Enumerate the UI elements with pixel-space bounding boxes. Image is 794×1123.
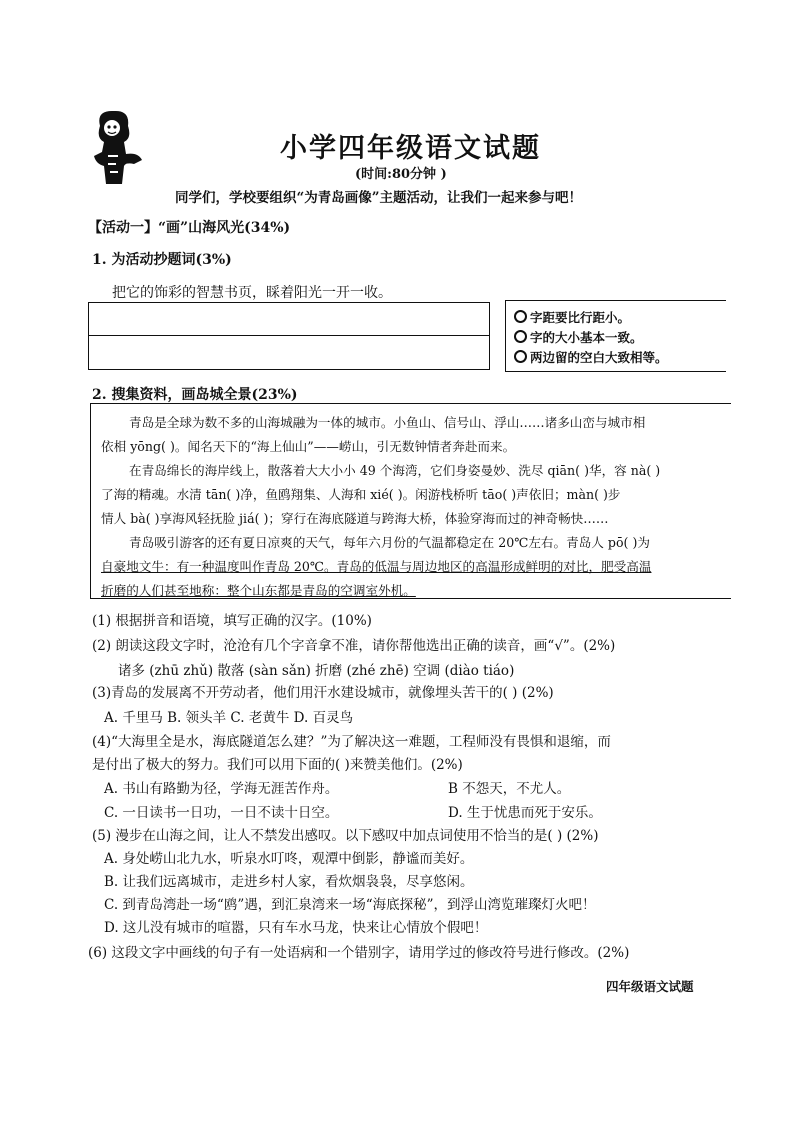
sub-question: (3)青岛的发展离不开劳动者，他们用汗水建设城市，就像埋头苦干的( ) (2%) xyxy=(92,685,554,701)
copy-writing-box[interactable] xyxy=(88,302,490,370)
option-b[interactable]: B. 让我们远离城市，走进乡村人家，看炊烟袅袅，尽享悠闲。 xyxy=(104,874,474,890)
underlined-sentence: 自豪地文牛：有一种温度叫作青岛 20℃。青岛的低温与周边地区的高温形成鲜明的对比，肥受高温 xyxy=(101,559,652,574)
option-b[interactable]: B 不怨天，不尤人。 xyxy=(448,781,571,797)
page-title: 小学四年级语文试题 xyxy=(280,133,541,164)
option-a[interactable]: A. 身处崂山北九水，听泉水叮咚，观潭中倒影，静谧而美好。 xyxy=(104,851,474,867)
activity-heading: 【活动一】“画”山海风光(34%) xyxy=(88,220,291,236)
passage-line: 了海的精魂。水清 tān( )净，鱼鸥翔集、人海和 xié( )。闲游栈桥听 tāo( )声依旧；màn( )步 xyxy=(101,487,621,502)
circle-bullet-icon xyxy=(514,330,527,343)
option-c[interactable]: C. 一日读书一日功，一日不读十日空。 xyxy=(104,805,339,821)
circle-bullet-icon xyxy=(514,350,527,363)
sub-question: (1) 根据拼音和语境，填写正确的汉字。(10%) xyxy=(92,613,372,629)
passage-line: 情人 bà( )享海风轻抚脸 jiá( )；穿行在海底隧道与跨海大桥，体验穿海而过的神奇畅快…… xyxy=(101,511,609,526)
greeting-text: 同学们，学校要组织“为青岛画像”主题活动，让我们一起来参与吧！ xyxy=(175,190,583,206)
requirement-item: 两边留的空白大致相等。 xyxy=(514,348,668,366)
exam-duration: (时间:80分钟 ) xyxy=(355,167,447,182)
writing-line xyxy=(89,335,489,336)
reading-passage xyxy=(90,403,731,599)
sub-question: 是付出了极大的努力。我们可以用下面的( )来赞美他们。(2%) xyxy=(92,757,463,773)
sub-question: (2) 朗读这段文字时，沧沧有几个字音拿不准，请你帮他选出正确的读音，画“√”。(2%) xyxy=(92,638,616,654)
pronunciation-options[interactable]: 诸多 (zhū zhǔ) 散落 (sàn sǎn) 折磨 (zhé zhē) 空调 (diào tiáo) xyxy=(118,663,515,679)
option-a[interactable]: A. 书山有路勤为径，学海无涯苦作舟。 xyxy=(104,781,339,797)
requirement-item: 字距要比行距小。 xyxy=(514,308,630,326)
circle-bullet-icon xyxy=(514,310,527,323)
cartoon-girl-logo xyxy=(86,108,146,186)
passage-line: 在青岛绵长的海岸线上，散落着大大小小 49 个海湾，它们身姿曼妙、洗尽 qiān( )华，容 nà( ) xyxy=(129,463,661,478)
requirements-box xyxy=(505,300,726,372)
sub-question: (4)“大海里全是水，海底隧道怎么建？”为了解决这一难题，工程师没有畏惧和退缩，而 xyxy=(92,734,611,750)
passage-line: 青岛吸引游客的还有夏日凉爽的天气，每年六月份的气温都稳定在 20℃左右。青岛人 pō( )为 xyxy=(129,535,650,550)
requirement-item: 字的大小基本一致。 xyxy=(514,328,643,346)
underlined-sentence: 折磨的人们甚至地称：整个山东都是青岛的空调室外机。 xyxy=(101,583,416,598)
option-d[interactable]: D. 生于忧患而死于安乐。 xyxy=(448,805,602,821)
question-heading: 2. 搜集资料，画岛城全景(23%) xyxy=(92,387,298,403)
option-c[interactable]: C. 到青岛湾赴一场“鸥”遇，到汇泉湾来一场“海底探秘”，到浮山湾览璀璨灯火吧！ xyxy=(104,897,596,913)
passage-line: 依相 yōng( )。闻名天下的“海上仙山”——崂山，引无数钟情者奔赴而来。 xyxy=(101,439,516,454)
page-footer: 四年级语文试题 xyxy=(606,979,694,994)
passage-line: 青岛是全球为数不多的山海城融为一体的城市。小鱼山、信号山、浮山……诸多山峦与城市相 xyxy=(129,415,646,430)
copy-sample-text: 把它的饰彩的智慧书页，睬着阳光一开一收。 xyxy=(112,285,392,301)
sub-question: (5) 漫步在山海之间，让人不禁发出感叹。以下感叹中加点词使用不恰当的是( ) (2%) xyxy=(92,828,599,844)
option-d[interactable]: D. 这儿没有城市的喧嚣，只有车水马龙，快来让心情放个假吧！ xyxy=(104,920,488,936)
question-heading: 1. 为活动抄题词(3%) xyxy=(92,252,232,268)
sub-question: (6) 这段文字中画线的句子有一处语病和一个错别字，请用学过的修改符号进行修改。(2%) xyxy=(88,945,630,961)
answer-options[interactable]: A. 千里马 B. 领头羊 C. 老黄牛 D. 百灵鸟 xyxy=(104,710,354,726)
